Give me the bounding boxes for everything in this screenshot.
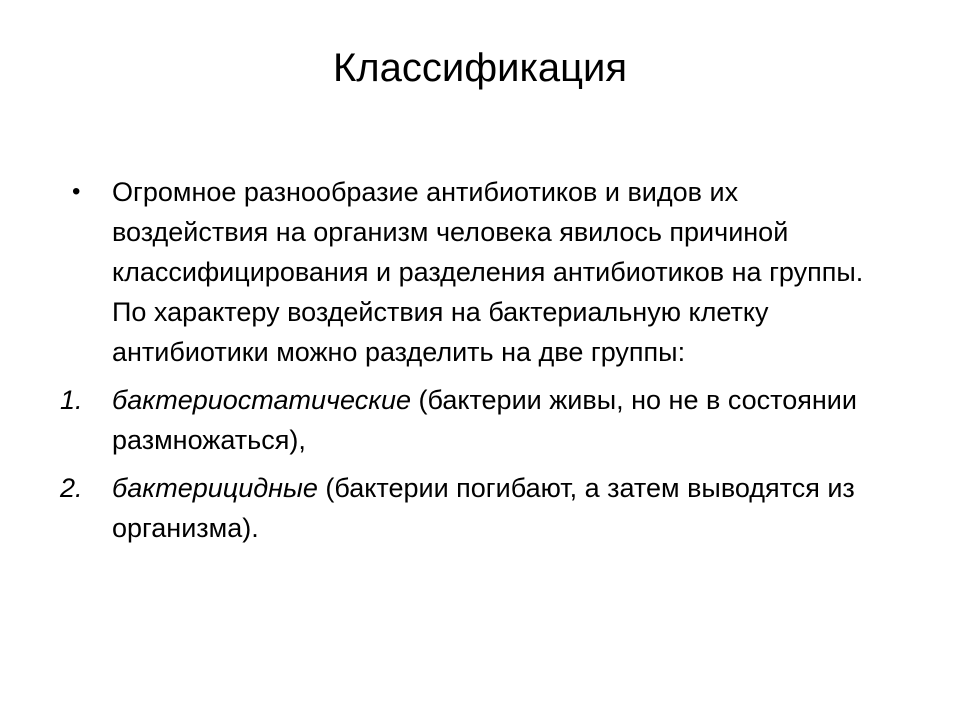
- list-item-1: [60, 380, 880, 460]
- list-number-1: 1.: [60, 385, 83, 415]
- list-number-2: 2.: [60, 473, 83, 503]
- list-term-2: бактерицидные: [112, 473, 318, 503]
- slide-title: Классификация: [332, 46, 628, 90]
- slide-content: [60, 172, 880, 548]
- list-term-1: бактериостатические: [112, 385, 411, 415]
- bullet-marker: •: [72, 178, 81, 205]
- list-text-2: (бактерии погибают, а затем выводятся из организма).: [112, 473, 855, 543]
- bullet-text: Огромное разнообразие антибиотиков и видов их воздействия на организм человека явилось причиной классифицирования и разделения антибиотиков на группы. По характеру воздействия на бактериальную клетку антибиотики можно разделить на две группы:: [112, 177, 864, 367]
- bullet-item: [60, 172, 880, 372]
- list-text-1: (бактерии живы, но не в состоянии размножаться),: [112, 385, 857, 455]
- list-item-2: [60, 468, 880, 548]
